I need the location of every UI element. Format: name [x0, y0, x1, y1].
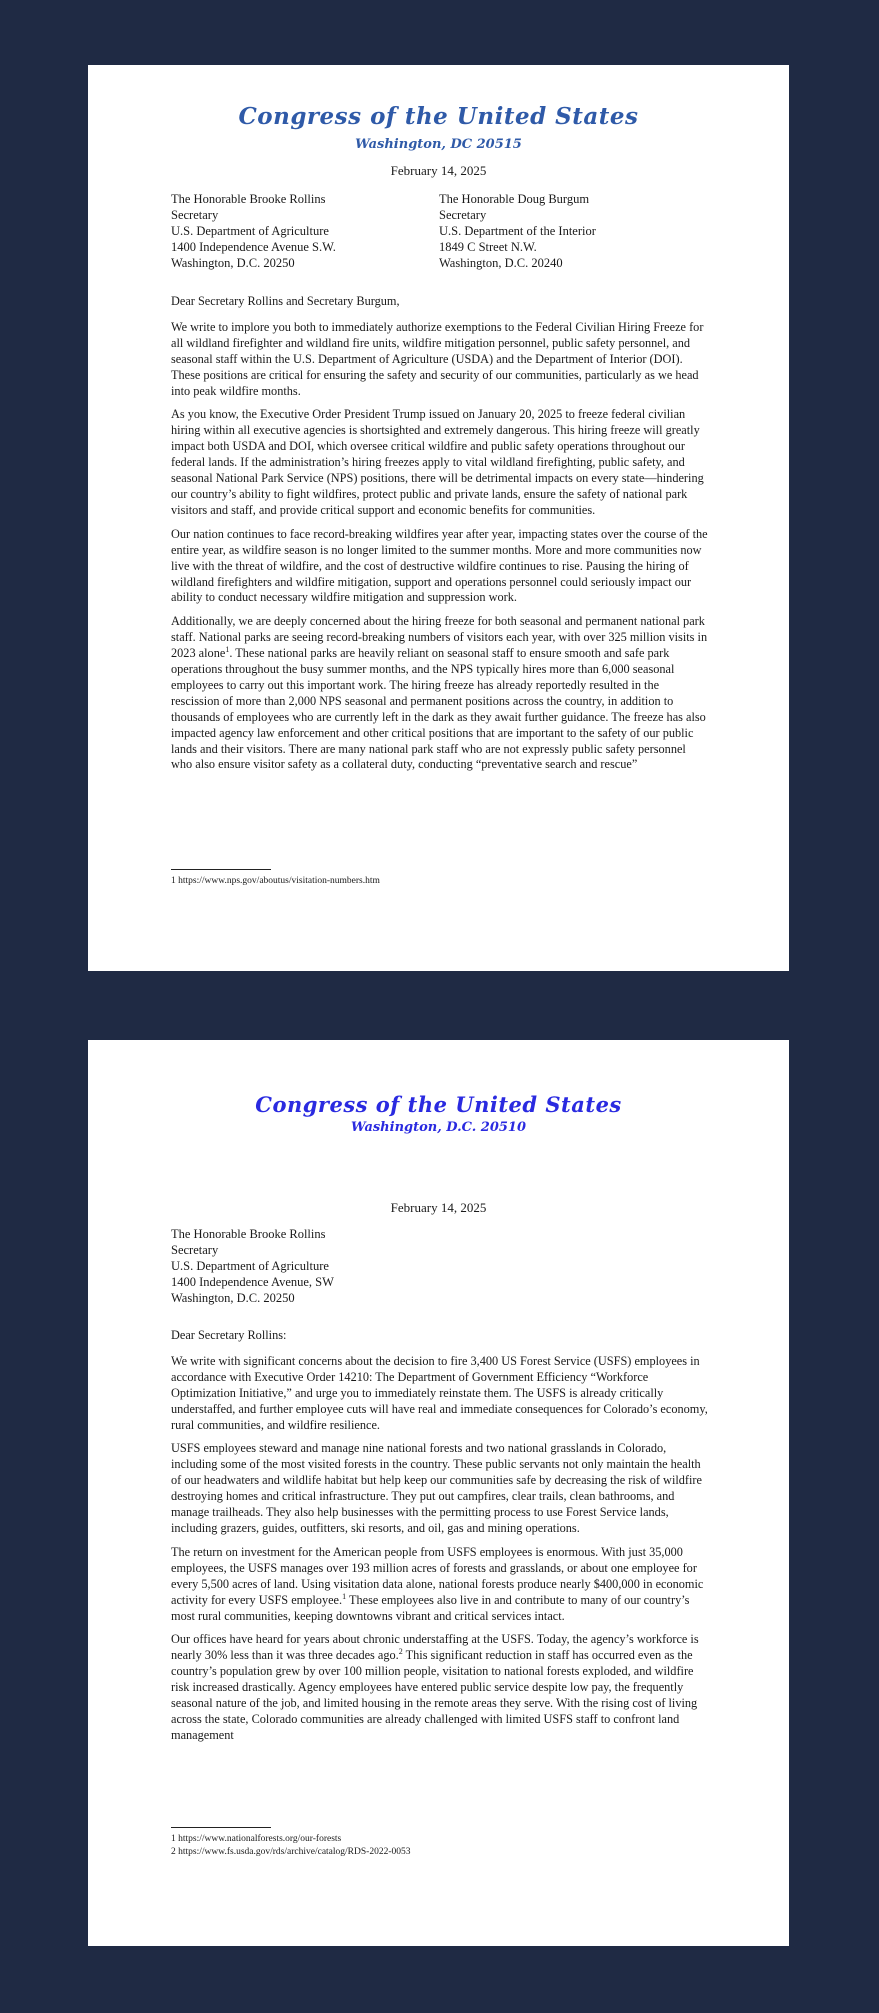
- recipient-line: The Honorable Brooke Rollins: [171, 192, 326, 206]
- letterhead-title: Congress of the United States: [255, 1092, 622, 1117]
- footnote: 2 https://www.fs.usda.gov/rds/archive/catalog/RDS-2022-0053: [171, 1846, 411, 1857]
- letter-body: [171, 1328, 708, 1752]
- recipient-line: 1849 C Street N.W.: [439, 240, 537, 254]
- paragraph-text: Additionally, we are deeply concerned about the hiring freeze for both seasonal and permanent national park staff. National parks are seeing record-breaking numbers of visitors each year, with over 325 million visits in 2023 alone: [171, 614, 708, 661]
- body-paragraph: We write to implore you both to immediately authorize exemptions to the Federal Civilian Hiring Freeze for all wildland firefighter and wildland fire units, wildfire mitigation personnel, public safety personnel, and seasonal staff within the U.S. Department of Agriculture (USDA) and the Department of Interior (DOI). These positions are critical for ensuring the safety and security of our communities, particularly as we head into peak wildfire months.: [171, 319, 704, 398]
- footnote-divider: [171, 869, 271, 870]
- paragraph-text: This significant reduction in staff has occurred even as the country’s population grew by over 100 million people, visitation to national forests exploded, and wildfire risk increased drastically. Agency employees have entered public service despite low pay, the frequently seasonal nature of the job, and limited housing in the remote areas they serve. With the rising cost of living across the state, Colorado communities are already challenged with limited USFS staff to confront land management: [171, 1648, 698, 1742]
- body-paragraph: We write with significant concerns about the decision to fire 3,400 US Forest Service (USFS) employees in accordance with Executive Order 14210: The Department of Government Efficiency “Workforce Optimization Initiative,” and urge you to immediately reinstate them. The USFS is already critically understaffed, and further employee cuts will have real and immediate consequences for Colorado’s economy, rural communities, and wildfire resilience.: [171, 1353, 708, 1432]
- footnote-ref: 1: [342, 1591, 347, 1601]
- letter-page-2: [88, 1040, 789, 1946]
- recipient-line: U.S. Department of the Interior: [439, 224, 596, 238]
- body-paragraph: As you know, the Executive Order President Trump issued on January 20, 2025 to freeze federal civilian hiring within all executive agencies is shortsighted and extremely dangerous. This hiring freeze will greatly impact both USDA and DOI, which oversee critical wildfire and public safety operations throughout our federal lands. If the administration’s hiring freezes apply to vital wildland firefighting, public safety, and seasonal National Park Service (NPS) positions, there will be detrimental impacts on every state—hindering our country’s ability to fight wildfires, protect public and private lands, ensure the safety of national park visitors and staff, and provide critical support and economic benefits for communities.: [171, 407, 704, 517]
- recipient-block-doi: [439, 191, 596, 271]
- recipient-line: Washington, D.C. 20250: [171, 1291, 295, 1305]
- recipient-line: The Honorable Brooke Rollins: [171, 1227, 326, 1241]
- salutation: Dear Secretary Rollins and Secretary Burgum,: [171, 294, 400, 308]
- recipient-line: Secretary: [171, 1243, 219, 1257]
- footnote-ref: 1: [225, 645, 230, 655]
- recipient-line: Secretary: [171, 208, 219, 222]
- recipient-line: U.S. Department of Agriculture: [171, 224, 329, 238]
- footnote: 1 https://www.nationalforests.org/our-forests: [171, 1834, 342, 1844]
- letterhead-title: Congress of the United States: [238, 103, 639, 130]
- body-paragraph: Our nation continues to face record-breaking wildfires year after year, impacting states over the course of the entire year, as wildfire season is no longer limited to the summer months. More and more communities now live with the threat of wildfire, and the cost of destructive wildfire continues to rise. Pausing the hiring of wildland firefighters and wildfire mitigation, support and operations personnel could seriously impact our ability to conduct necessary wildfire mitigation and suppression work.: [171, 526, 708, 605]
- body-paragraph: USFS employees steward and manage nine national forests and two national grasslands in Colorado, including some of the most visited forests in the country. These public servants not only maintain the health of our headwaters and wildlife habitat but help keep our communities safe by decreasing the risk of wildfire destroying homes and critical infrastructure. They put out campfires, clear trails, clean bathrooms, and manage trailheads. They also help businesses with the permitting process to use Forest Service lands, including grazers, guides, outfitters, ski resorts, and oil, gas and mining operations.: [171, 1441, 702, 1535]
- recipient-block-usda: [171, 191, 336, 271]
- paragraph-text: . These national parks are heavily reliant on seasonal staff to ensure smooth and safe park operations throughout the busy summer months, and the NPS typically hires more than 6,000 seasonal employees to carry out this important work. The hiring freeze has already reportedly resulted in the rescission of more than 2,000 NPS seasonal and permanent positions across the country, in addition to thousands of employees who are currently left in the dark as they await further guidance. The freeze has also impacted agency law enforcement and other critical positions that are important to the safety of our public lands and their visitors. There are many national park staff who are not expressly public safety personnel who also ensure visitor safety as a collateral duty, conducting “preventative search and rescue”: [171, 646, 706, 772]
- paragraph-text: The return on investment for the American people from USFS employees is enormous. With just 35,000 employees, the USFS manages over 193 million acres of forests and grasslands, or about one employee for every 5,500 acres of land. Using visitation data alone, national forests produce nearly $400,000 in economic activity for every USFS employee.: [171, 1544, 704, 1607]
- recipient-line: Secretary: [439, 208, 487, 222]
- letter-date: February 14, 2025: [390, 1200, 487, 1215]
- letterhead-address: Washington, DC 20515: [355, 137, 522, 152]
- salutation: Dear Secretary Rollins:: [171, 1328, 287, 1342]
- letterhead-address: Washington, D.C. 20510: [350, 1120, 527, 1135]
- footnotes: [171, 1833, 708, 1858]
- footnote: 1 https://www.nps.gov/aboutus/visitation-numbers.htm: [171, 876, 380, 886]
- body-paragraph: [171, 1545, 708, 1625]
- recipient-line: Washington, D.C. 20250: [171, 256, 295, 270]
- footnote-ref: 2: [398, 1647, 403, 1657]
- footnotes: [171, 875, 708, 888]
- letter-body: [171, 294, 708, 781]
- recipient-line: U.S. Department of Agriculture: [171, 1259, 329, 1273]
- body-paragraph: [171, 1632, 708, 1743]
- footnote-divider: [171, 1827, 271, 1828]
- recipient-line: 1400 Independence Avenue, SW: [171, 1275, 334, 1289]
- letter-page-1: [88, 65, 789, 971]
- paragraph-text: Our offices have heard for years about chronic understaffing at the USFS. Today, the agency’s workforce is nearly 30% less than it was three decades ago.: [171, 1632, 699, 1663]
- recipient-block-usda: [171, 1226, 334, 1306]
- recipient-line: 1400 Independence Avenue S.W.: [171, 240, 336, 254]
- body-paragraph: [171, 614, 708, 773]
- recipient-line: Washington, D.C. 20240: [439, 256, 563, 270]
- letter-date: February 14, 2025: [390, 163, 487, 178]
- paragraph-text: These employees also live in and contribute to many of our country’s most rural communities, keeping downtowns vibrant and critical services intact.: [171, 1592, 690, 1623]
- recipient-line: The Honorable Doug Burgum: [439, 192, 590, 206]
